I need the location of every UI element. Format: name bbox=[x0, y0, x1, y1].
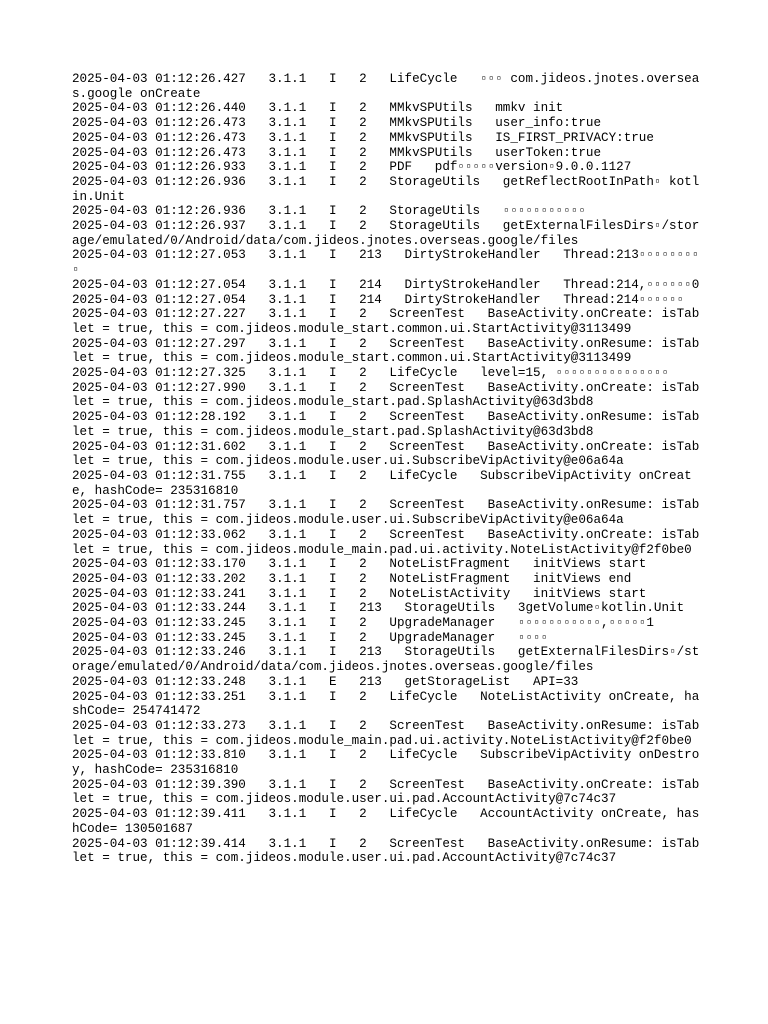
log-entry: 2025-04-03 01:12:31.755 3.1.1 I 2 LifeCycle SubscribeVipActivity onCreate, hashCode= 235316810 bbox=[72, 468, 692, 498]
log-entry: 2025-04-03 01:12:26.936 3.1.1 I 2 StorageUtils ▫▫▫▫▫▫▫▫▫▫▫ bbox=[72, 204, 586, 219]
log-entry: 2025-04-03 01:12:26.440 3.1.1 I 2 MMkvSPUtils mmkv init bbox=[72, 101, 564, 116]
log-entry: 2025-04-03 01:12:33.810 3.1.1 I 2 LifeCycle SubscribeVipActivity onDestroy, hashCode= 235316810 bbox=[72, 748, 700, 778]
log-entry: 2025-04-03 01:12:26.473 3.1.1 I 2 MMkvSPUtils user_info:true bbox=[72, 116, 602, 131]
log-document bbox=[72, 72, 700, 866]
log-entry: 2025-04-03 01:12:27.054 3.1.1 I 214 DirtyStrokeHandler Thread:214▫▫▫▫▫▫ bbox=[72, 292, 685, 307]
log-entry: 2025-04-03 01:12:33.241 3.1.1 I 2 NoteListActivity initViews start bbox=[72, 586, 647, 601]
log-entry: 2025-04-03 01:12:27.990 3.1.1 I 2 ScreenTest BaseActivity.onCreate: isTablet = true, this = com.jideos.module_start.pad.SplashActivity@63d3bd8 bbox=[72, 380, 700, 410]
log-entry: 2025-04-03 01:12:33.202 3.1.1 I 2 NoteListFragment initViews end bbox=[72, 571, 632, 586]
log-entry: 2025-04-03 01:12:27.325 3.1.1 I 2 LifeCycle level=15, ▫▫▫▫▫▫▫▫▫▫▫▫▫▫▫ bbox=[72, 366, 670, 381]
log-entry: 2025-04-03 01:12:39.411 3.1.1 I 2 LifeCycle AccountActivity onCreate, hashCode= 130501687 bbox=[72, 807, 700, 836]
log-entry: 2025-04-03 01:12:33.245 3.1.1 I 2 UpgradeManager ▫▫▫▫ bbox=[72, 630, 549, 645]
log-entry: 2025-04-03 01:12:31.757 3.1.1 I 2 ScreenTest BaseActivity.onResume: isTablet = true, this = com.jideos.module.user.ui.SubscribeVipActivity@e06a64a bbox=[72, 498, 700, 528]
log-entry: 2025-04-03 01:12:27.297 3.1.1 I 2 ScreenTest BaseActivity.onResume: isTablet = true, this = com.jideos.module_start.common.ui.StartActivity@3113499 bbox=[72, 336, 700, 366]
log-entry: 2025-04-03 01:12:27.053 3.1.1 I 213 DirtyStrokeHandler Thread:213▫▫▫▫▫▫▫▫▫ bbox=[72, 248, 700, 278]
log-entry: 2025-04-03 01:12:33.251 3.1.1 I 2 LifeCycle NoteListActivity onCreate, hashCode= 254741472 bbox=[72, 689, 700, 719]
log-entry: 2025-04-03 01:12:26.427 3.1.1 I 2 LifeCycle ▫▫▫ com.jideos.jnotes.overseas.google onCreate bbox=[72, 72, 700, 101]
log-entry: 2025-04-03 01:12:33.244 3.1.1 I 213 StorageUtils 3getVolume▫kotlin.Unit bbox=[72, 601, 685, 616]
log-entry: 2025-04-03 01:12:33.245 3.1.1 I 2 UpgradeManager ▫▫▫▫▫▫▫▫▫▫▫,▫▫▫▫▫1 bbox=[72, 616, 654, 631]
log-entry: 2025-04-03 01:12:26.933 3.1.1 I 2 PDF pdf▫▫▫▫▫version▫9.0.0.1127 bbox=[72, 160, 632, 175]
log-entry: 2025-04-03 01:12:31.602 3.1.1 I 2 ScreenTest BaseActivity.onCreate: isTablet = true, this = com.jideos.module.user.ui.SubscribeVipActivity@e06a64a bbox=[72, 439, 700, 469]
log-entry: 2025-04-03 01:12:33.246 3.1.1 I 213 StorageUtils getExternalFilesDirs▫/storage/emulated/0/Android/data/com.jideos.jnotes.overseas.google/files bbox=[72, 645, 700, 675]
log-entry: 2025-04-03 01:12:26.473 3.1.1 I 2 MMkvSPUtils userToken:true bbox=[72, 145, 602, 160]
log-entry: 2025-04-03 01:12:28.192 3.1.1 I 2 ScreenTest BaseActivity.onResume: isTablet = true, this = com.jideos.module_start.pad.SplashActivity@63d3bd8 bbox=[72, 410, 700, 439]
log-entry: 2025-04-03 01:12:33.062 3.1.1 I 2 ScreenTest BaseActivity.onCreate: isTablet = true, this = com.jideos.module_main.pad.ui.activity.NoteListActivity@f2f0be0 bbox=[72, 527, 700, 557]
log-entry: 2025-04-03 01:12:27.054 3.1.1 I 214 DirtyStrokeHandler Thread:214,▫▫▫▫▫▫0 bbox=[72, 277, 700, 292]
log-entry: 2025-04-03 01:12:26.473 3.1.1 I 2 MMkvSPUtils IS_FIRST_PRIVACY:true bbox=[72, 130, 654, 145]
log-entry: 2025-04-03 01:12:27.227 3.1.1 I 2 ScreenTest BaseActivity.onCreate: isTablet = true, this = com.jideos.module_start.common.ui.StartActivity@3113499 bbox=[72, 307, 700, 336]
log-entry: 2025-04-03 01:12:33.248 3.1.1 E 213 getStorageList API=33 bbox=[72, 674, 579, 689]
log-entry: 2025-04-03 01:12:26.937 3.1.1 I 2 StorageUtils getExternalFilesDirs▫/storage/emulated/0/Android/data/com.jideos.jnotes.overseas.google/files bbox=[72, 219, 700, 248]
log-entry: 2025-04-03 01:12:33.170 3.1.1 I 2 NoteListFragment initViews start bbox=[72, 557, 647, 572]
log-entry: 2025-04-03 01:12:26.936 3.1.1 I 2 StorageUtils getReflectRootInPath▫ kotlin.Unit bbox=[72, 174, 700, 204]
log-entry: 2025-04-03 01:12:39.390 3.1.1 I 2 ScreenTest BaseActivity.onCreate: isTablet = true, this = com.jideos.module.user.ui.pad.AccountActivity@7c74c37 bbox=[72, 777, 700, 807]
log-entry: 2025-04-03 01:12:33.273 3.1.1 I 2 ScreenTest BaseActivity.onResume: isTablet = true, this = com.jideos.module_main.pad.ui.activity.NoteListActivity@f2f0be0 bbox=[72, 718, 700, 748]
log-entry: 2025-04-03 01:12:39.414 3.1.1 I 2 ScreenTest BaseActivity.onResume: isTablet = true, this = com.jideos.module.user.ui.pad.AccountActivity@7c74c37 bbox=[72, 836, 700, 866]
